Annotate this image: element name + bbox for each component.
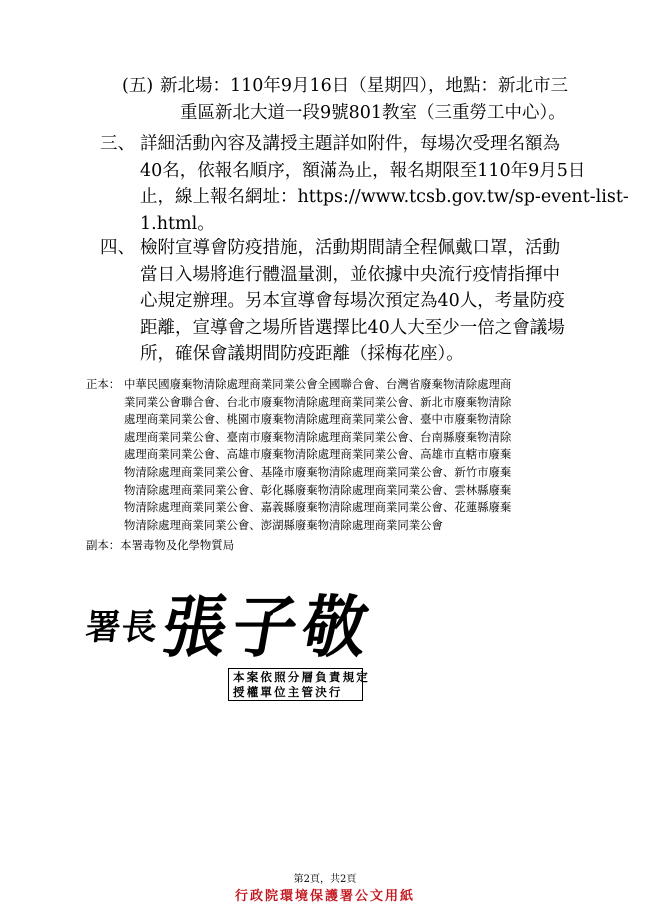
item-4-label: 四、 (100, 238, 135, 258)
item-3-label: 三、 (100, 134, 135, 154)
item-4-line: 心規定辦理。另本宣導會每場次預定為40人，考量防疫 (140, 291, 565, 312)
item-4-line: 所，確保會議期間防疫距離（採梅花座）。 (140, 344, 464, 365)
recipients-line: 物清除處理商業同業公會、彰化縣廢棄物清除處理商業同業公會、雲林縣廢棄 (124, 482, 512, 497)
stamp-line: 本案依照分層負責規定 (233, 670, 370, 684)
item-4-line: 距離，宣導會之場所皆選擇比40人大至少一倍之會議場 (140, 317, 565, 338)
page-number: 第2頁，共2頁 (293, 874, 357, 885)
letterhead-footer: 行政院環境保護署公文用紙 (234, 889, 415, 904)
item-5-line: 重區新北大道一段9號801教室（三重勞工中心）。 (180, 102, 566, 123)
signature-block (76, 582, 380, 668)
recipients-line: 業同業公會聯合會、台北市廢棄物清除處理商業同業公會、新北市廢棄物清除 (124, 394, 512, 409)
authorization-stamp (228, 668, 370, 701)
recipients-line: 物清除處理商業同業公會、嘉義縣廢棄物清除處理商業同業公會、花蓮縣廢棄 (124, 500, 512, 515)
item-4-line: 當日入場將進行體溫量測，並依據中央流行疫情指揮中 (140, 264, 560, 285)
recipients-line: 處理商業同業公會、桃園市廢棄物清除處理商業同業公會、臺中市廢棄物清除 (124, 412, 512, 427)
item-3-line: 40名，依報名順序，額滿為止，報名期限至110年9月5日 (140, 160, 586, 181)
item-4-line: 檢附宣導會防疫措施，活動期間請全程佩戴口罩，活動 (140, 238, 560, 258)
signature-title: 署長 (83, 608, 160, 648)
signature-name: 張子敬 (156, 589, 380, 668)
cc-line: 副本：本署毒物及化學物質局 (86, 538, 235, 552)
recipients-label: 正本： (86, 377, 121, 391)
item-3-line: 止，線上報名網址：https://www.tcsb.gov.tw/sp-event-list- (140, 187, 629, 208)
stamp-line: 授權單位主管決行 (233, 684, 343, 699)
item-5-line: 新北場：110年9月16日（星期四），地點：新北市三 (160, 76, 569, 96)
item-5-label: (五) (122, 76, 154, 96)
recipients-line: 處理商業同業公會、高雄市廢棄物清除處理商業同業公會、高雄市直轄市廢棄 (124, 447, 512, 462)
recipients-line: 處理商業同業公會、臺南市廢棄物清除處理商業同業公會、台南縣廢棄物清除 (124, 429, 512, 444)
recipients-line: 物清除處理商業同業公會、基隆市廢棄物清除處理商業同業公會、新竹市廢棄 (124, 464, 512, 479)
item-3-line: 1.html。 (140, 213, 215, 234)
recipients-line: 中華民國廢棄物清除處理商業同業公會全國聯合會、台灣省廢棄物清除處理商 (124, 377, 512, 391)
recipients-line: 物清除處理商業同業公會、澎湖縣廢棄物清除處理商業同業公會 (124, 517, 443, 532)
item-3-line: 詳細活動內容及講授主題詳如附件，每場次受理名額為 (140, 134, 560, 154)
